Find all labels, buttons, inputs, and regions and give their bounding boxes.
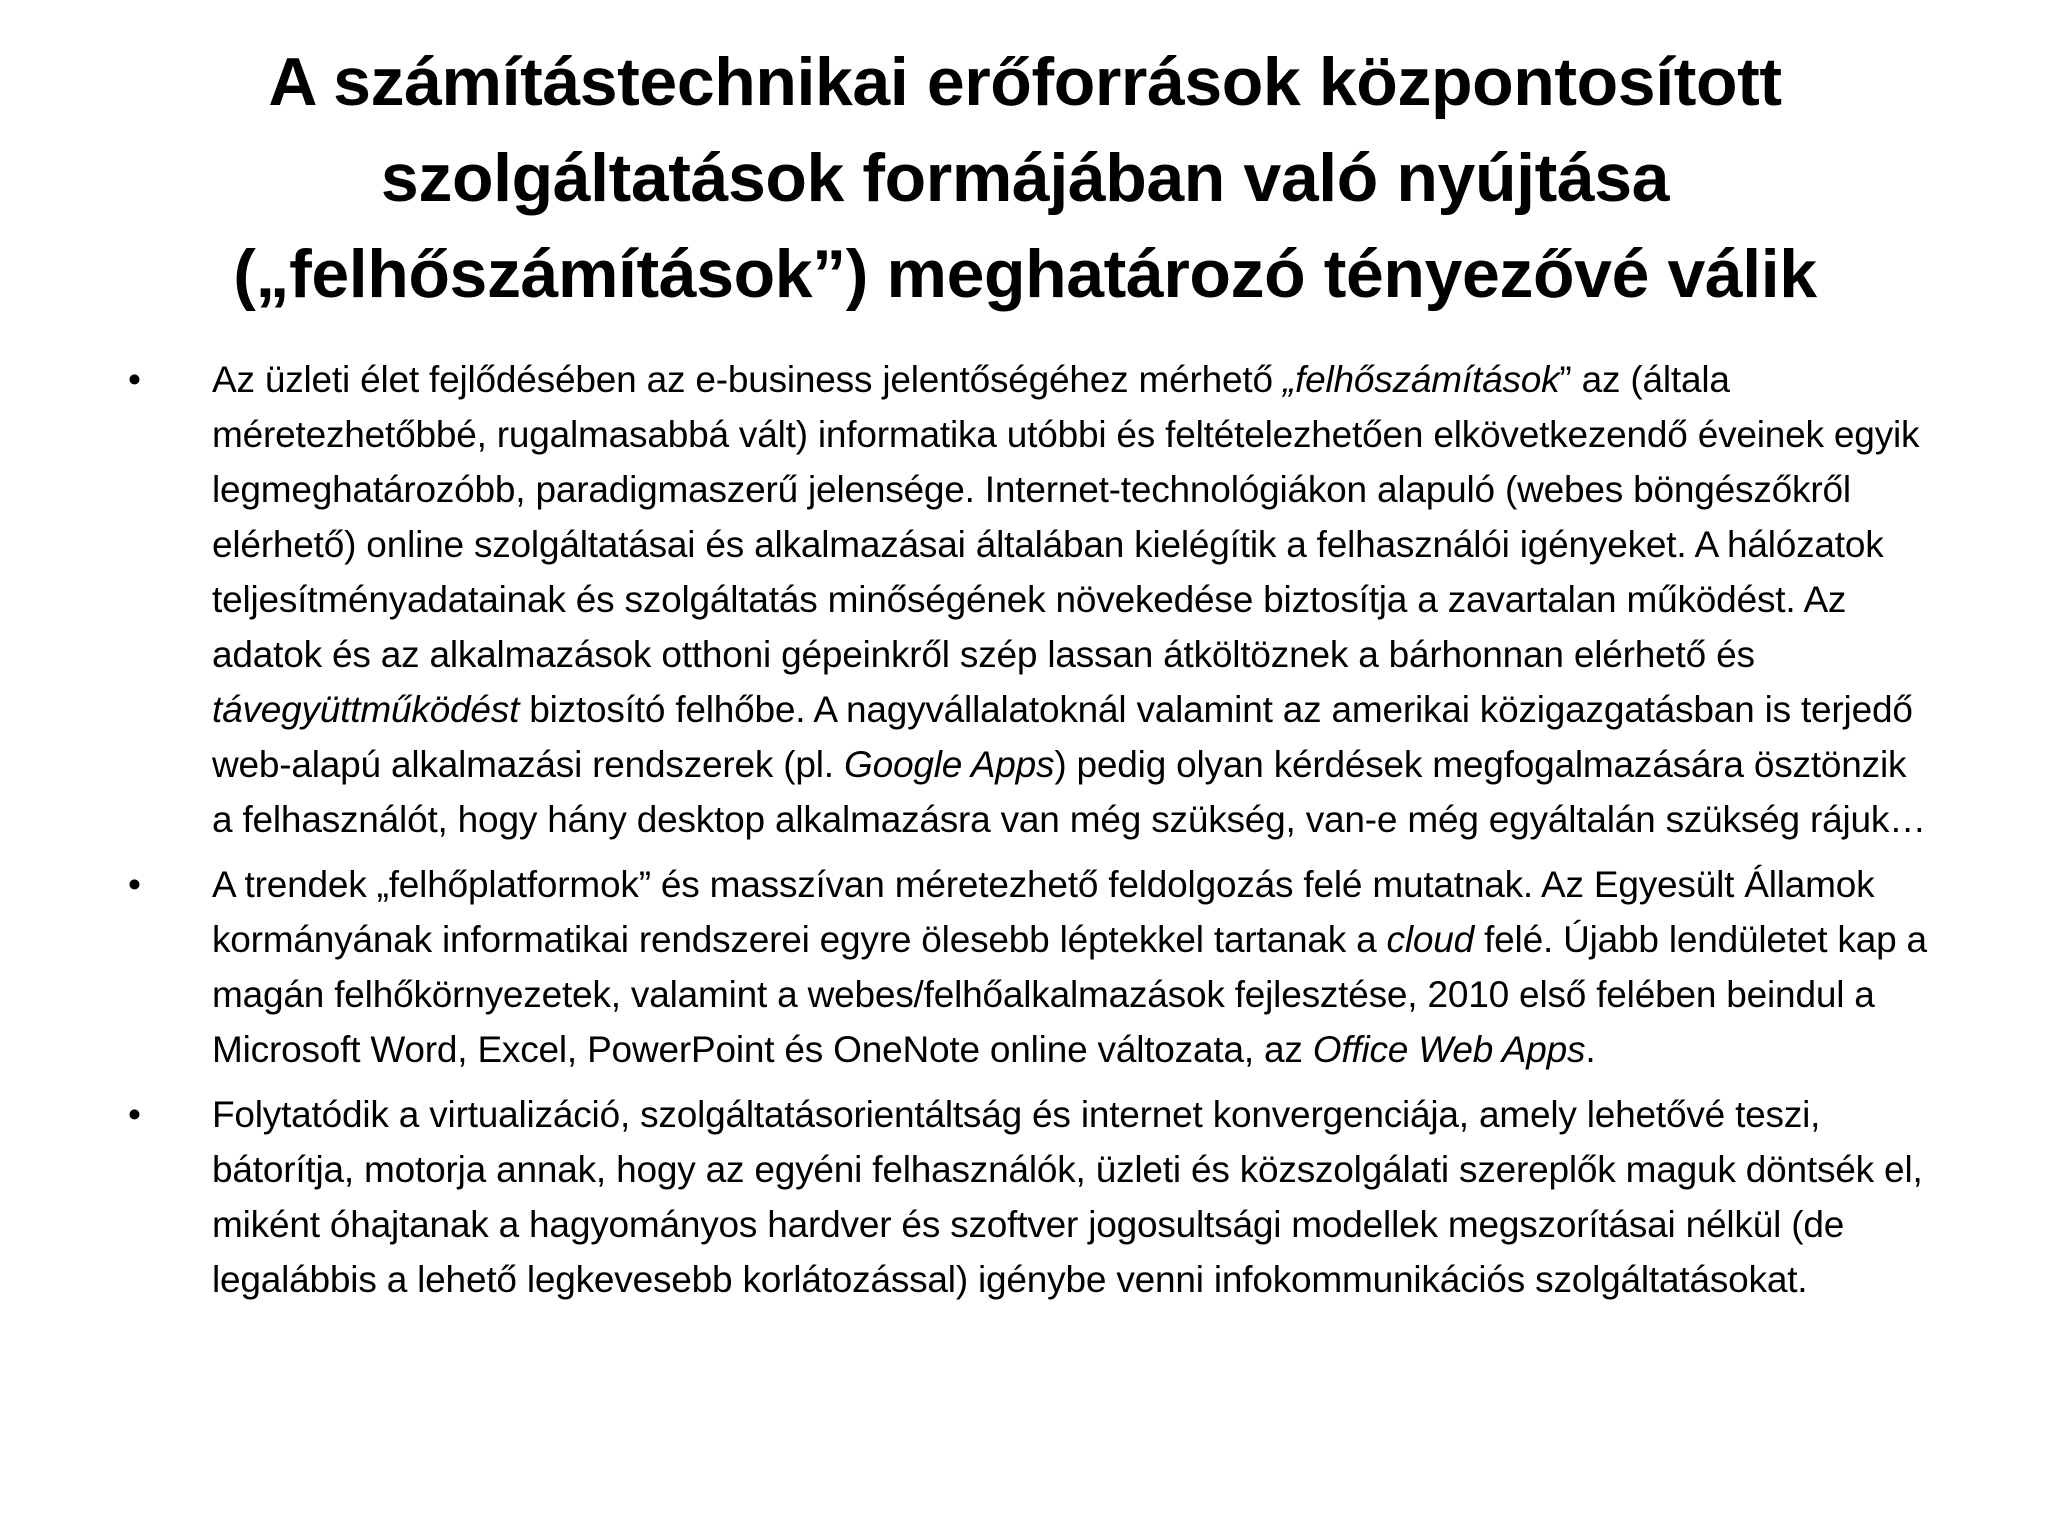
bullet-item bbox=[128, 1087, 1928, 1307]
title-line-1: A számítástechnikai erőforrások központosított bbox=[268, 44, 1782, 120]
bullet-text bbox=[212, 359, 1926, 840]
text-segment: ” az (általa méretezhetőbbé, rugalmasabbá vált) informatika utóbbi és feltételezhetően elkövetkezendő éveinek egyik legmeghatározóbb, paradigmaszerű jelensége. Internet-technológiákon alapuló (webes böngészőkről elérhető) online szolgáltatásai és alkalmazásai általában kielégítik a felhasználói igényeket. A hálózatok teljesítményadatainak és szolgáltatás minőségének növekedése biztosítja a zavartalan működést. Az adatok és az alkalmazások otthoni gépeinkről szép lassan átköltöznek a bárhonnan elérhető és bbox=[212, 359, 1920, 675]
bullet-item bbox=[128, 857, 1928, 1077]
bullet-dot-icon: • bbox=[128, 1094, 141, 1135]
bullet-text bbox=[212, 1094, 1923, 1300]
emphasized-text: cloud bbox=[1386, 919, 1475, 960]
text-segment: felé. Újabb lendületet kap a magán felhőkörnyezetek, valamint a webes/felhőalkalmazások fejlesztése, 2010 első felében beindul a Microsoft Word, Excel, PowerPoint és OneNote online változata, az bbox=[212, 919, 1927, 1070]
text-segment: Folytatódik a virtualizáció, szolgáltatásorientáltság és internet konvergenciája, amely lehetővé teszi, bátorítja, motorja annak, hogy az egyéni felhasználók, üzleti és közszolgálati szereplők maguk döntsék el, miként óhajtanak a hagyományos hardver és szoftver jogosultsági modellek megszorításai nélkül (de legalábbis a lehető legkevesebb korlátozással) igénybe venni infokommunikációs szolgáltatásokat. bbox=[212, 1094, 1923, 1300]
bullet-text bbox=[212, 864, 1927, 1070]
text-segment: . bbox=[1585, 1029, 1596, 1070]
text-segment: ) pedig olyan kérdések megfogalmazására ösztönzik a felhasználót, hogy hány desktop alkalmazásra van még szükség, van-e még egyáltalán szükség rájuk… bbox=[212, 744, 1926, 840]
text-segment: A trendek „felhőplatformok” és masszívan méretezhető feldolgozás felé mutatnak. Az Egyesült Államok kormányának informatikai rendszerei egyre ölesebb léptekkel tartanak a bbox=[212, 864, 1875, 960]
title-line-2: szolgáltatások formájában való nyújtása bbox=[380, 140, 1670, 216]
emphasized-text: „felhőszámítások bbox=[1282, 359, 1560, 400]
emphasized-text: Office Web Apps bbox=[1312, 1029, 1586, 1070]
text-segment: Az üzleti élet fejlődésében az e-business jelentőségéhez mérhető bbox=[212, 359, 1283, 400]
text-segment: biztosító felhőbe. A nagyvállalatoknál valamint az amerikai közigazgatásban is terjedő web-alapú alkalmazási rendszerek (pl. bbox=[212, 689, 1913, 785]
emphasized-text: Google Apps bbox=[843, 744, 1055, 785]
title-line-3: („felhőszámítások”) meghatározó tényezővé válik bbox=[233, 236, 1817, 312]
bullet-list bbox=[128, 352, 1928, 1317]
bullet-item bbox=[128, 352, 1928, 847]
bullet-dot-icon: • bbox=[128, 864, 141, 905]
slide-title bbox=[150, 34, 1900, 322]
emphasized-text: távegyüttműködést bbox=[212, 689, 520, 730]
bullet-dot-icon: • bbox=[128, 359, 141, 400]
